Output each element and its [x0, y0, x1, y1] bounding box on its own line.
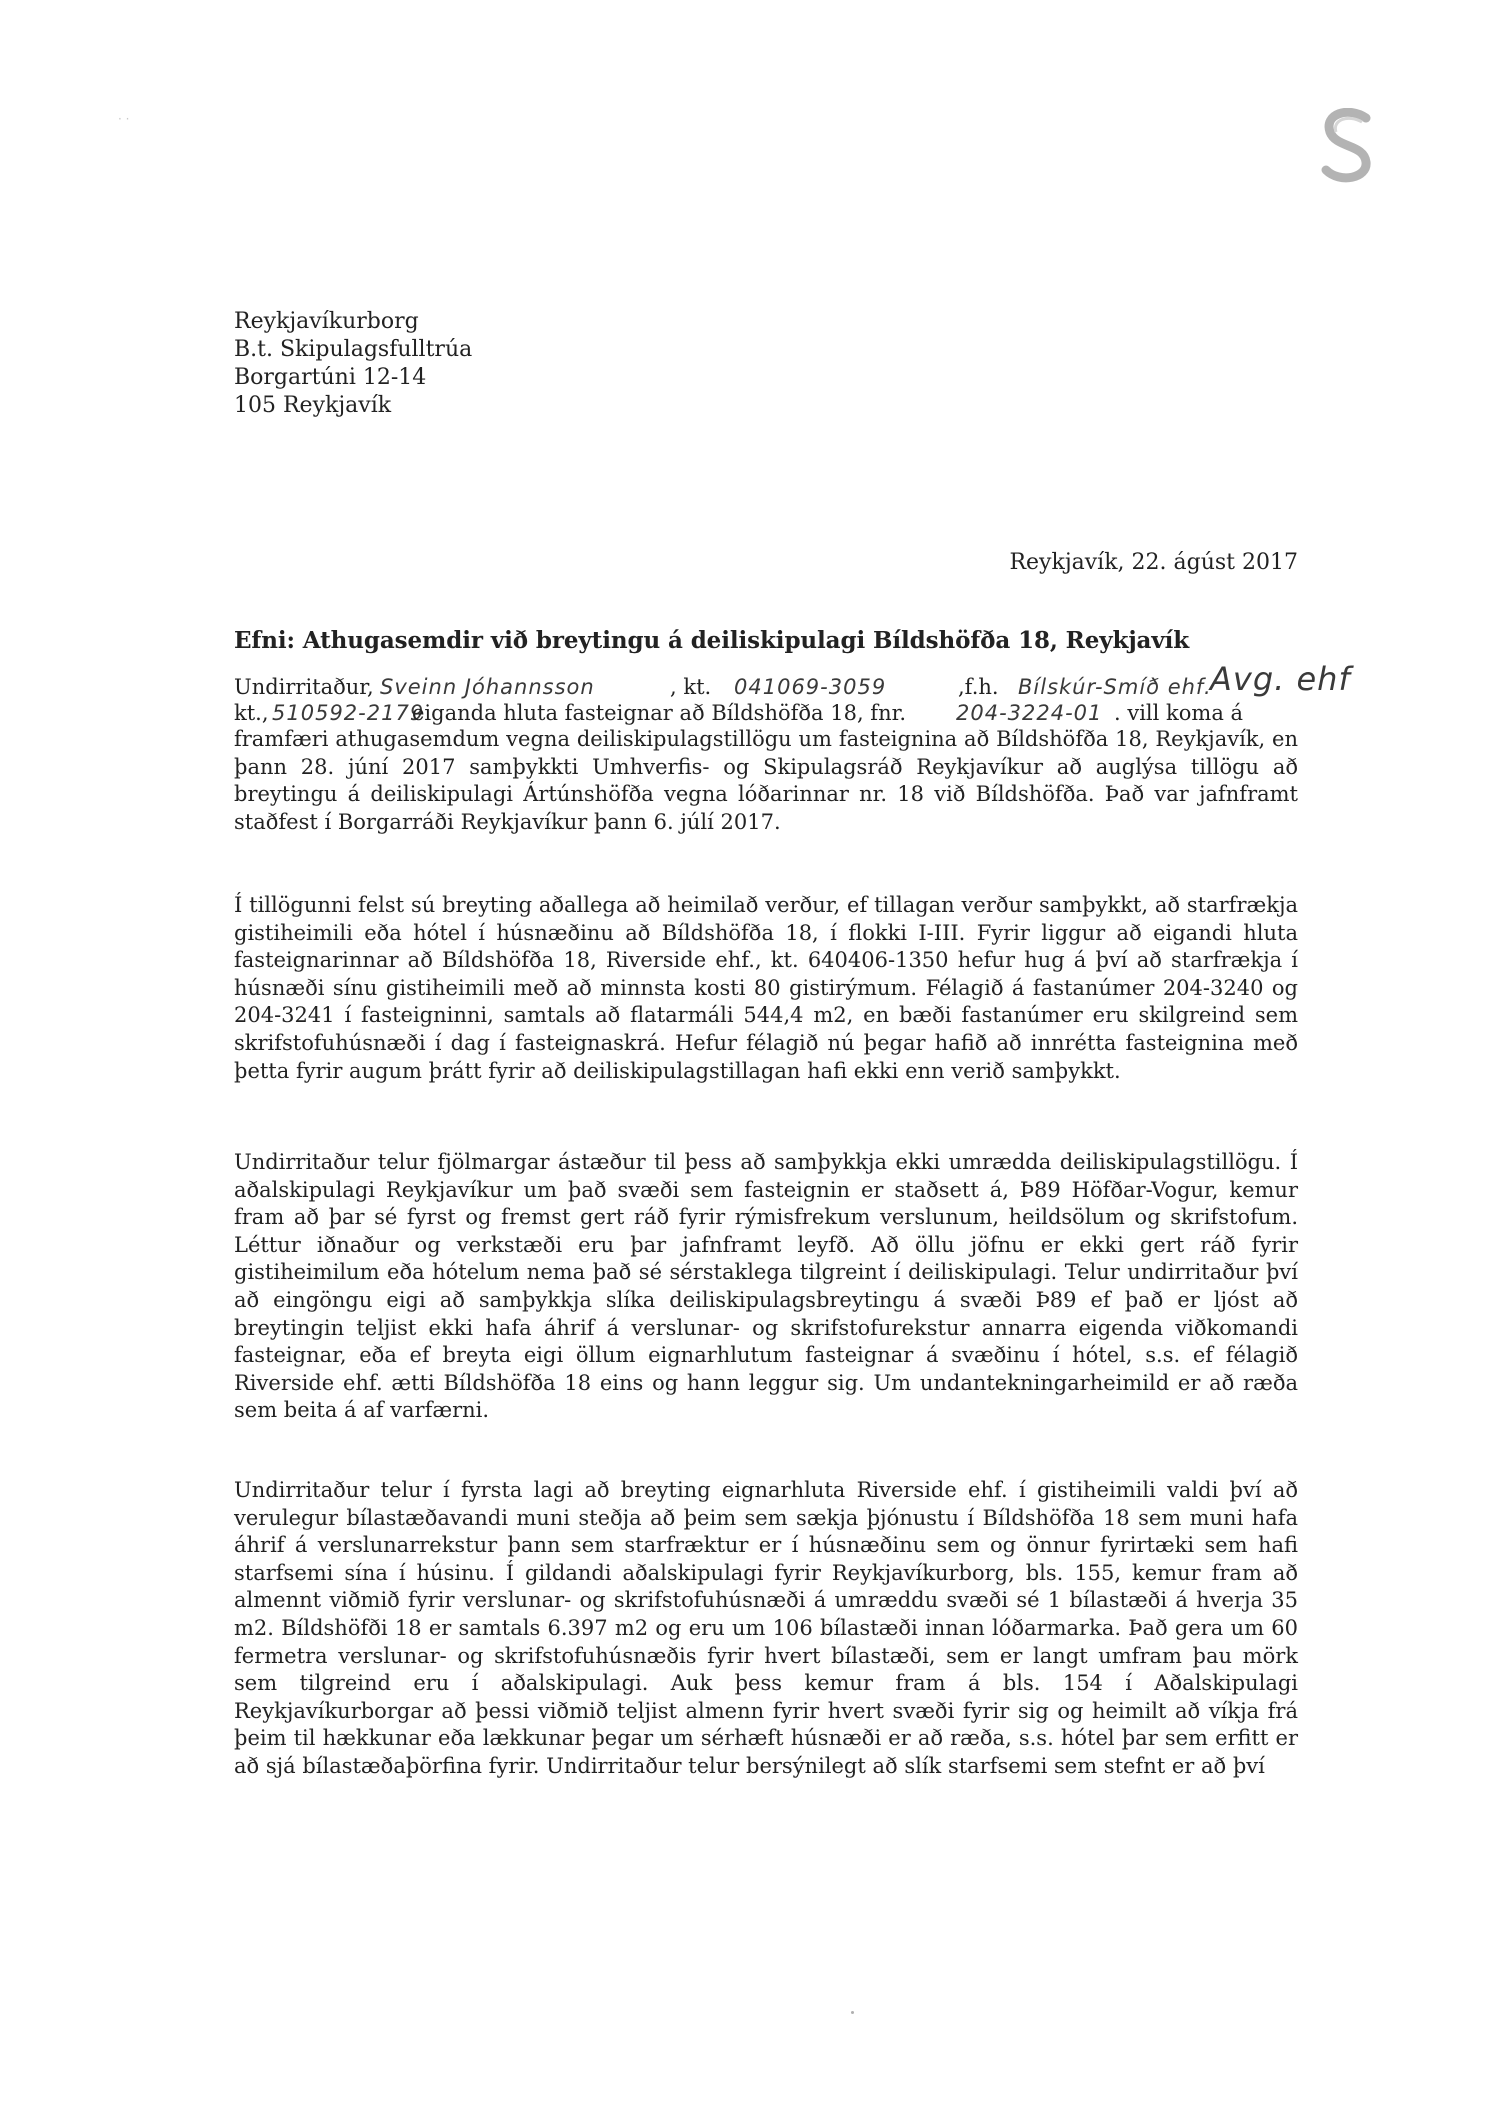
kt2-label: kt.,: [234, 701, 269, 725]
signer-line-1: [234, 660, 1351, 700]
recipient-line: Reykjavíkurborg: [234, 309, 419, 334]
undirritadur-label: Undirritaður,: [234, 675, 374, 699]
scan-speck: · ·: [118, 112, 130, 126]
handwritten-company: Bílskúr-Smíð ehf.: [1018, 675, 1212, 699]
vill-text: . vill koma á: [1114, 701, 1244, 725]
signer-form: [234, 660, 1351, 726]
handwritten-fnr: 204-3224-01: [956, 701, 1103, 725]
letter-date: Reykjavík, 22. ágúst 2017: [1009, 550, 1298, 575]
handwritten-kt: 041069-3059: [734, 675, 887, 699]
kt-label: , kt.: [670, 675, 712, 699]
handwritten-kt2: 510592-2179: [272, 701, 425, 725]
handwritten-signature: Avg. ehf: [1210, 660, 1351, 698]
paragraph-objections: Undirritaður telur fjölmargar ástæður til þess að samþykkja ekki umrædda deiliskipulagstillögu. Í aðalskipulagi Reykjavíkur um það svæði sem fasteignin er staðsett á, Þ89 Höfðar-Vogur, kemur fram að þar sé fyrst og fremst gert ráð fyrir rýmisfrekum verslunum, heildsölum og skrifstofum. Léttur iðnaður og verkstæði eru þar jafnframt leyfð. Að öllu jöfnu er ekki gert ráð fyrir gistiheimilum eða hótelum nema það sé sérstaklega tilgreint í deiliskipulagi. Telur undirritaður því að eingöngu eigi að samþykkja slíka deiliskipulagsbreytingu á svæði Þ89 ef það er ljóst að breytingin teljist ekki hafa áhrif á verslunar- og skrifstofurekstur annarra eigenda viðkomandi fasteignar, eða ef breyta eigi öllum eignarhlutum fasteignar á svæðinu í hótel, s.s. ef félagið Riverside ehf. ætti Bíldshöfða 18 eins og hann leggur sig. Um undantekningarheimild er að ræða sem beita á af varfærni.: [234, 1150, 1298, 1423]
fh-label: ,f.h.: [958, 675, 999, 699]
recipient-address: [234, 308, 472, 420]
recipient-line: Borgartúni 12-14: [234, 365, 427, 390]
recipient-line: 105 Reykjavík: [234, 393, 392, 418]
paragraph-intro: framfæri athugasemdum vegna deiliskipulagstillögu um fasteignina að Bíldshöfða 18, Reykjavík, en þann 28. júní 2017 samþykkti Umhverfis- og Skipulagsráð Reykjavíkur að auglýsa tillögu að breytingu á deiliskipulagi Ártúnshöfða vegna lóðarinnar nr. 18 við Bíldshöfða. Það var jafnframt staðfest í Borgarráði Reykjavíkur þann 6. júlí 2017.: [234, 727, 1298, 834]
signer-line-2: [234, 700, 1314, 726]
handwritten-name: Sveinn Jóhannsson: [380, 675, 595, 699]
subject-line: Efni: Athugasemdir við breytingu á deiliskipulagi Bíldshöfða 18, Reykjavík: [234, 627, 1190, 654]
recipient-line: B.t. Skipulagsfulltrúa: [234, 337, 473, 362]
corner-stamp-icon: [1318, 108, 1378, 184]
eiganda-text: eiganda hluta fasteignar að Bíldshöfða 18, fnr.: [412, 701, 907, 725]
paragraph-proposal: Í tillögunni felst sú breyting aðallega að heimilað verður, ef tillagan verður samþykkt, að starfrækja gistiheimili eða hótel í húsnæðinu að Bíldshöfða 18, í flokki I-III. Fyrir liggur að eigandi hluta fasteignarinnar að Bíldshöfða 18, Riverside ehf., kt. 640406-1350 hefur hug á því að starfrækja í húsnæði sínu gistiheimili með að minnsta kosti 80 gistirýmum. Félagið á fastanúmer 204-3240 og 204-3241 í fasteigninni, samtals að flatarmáli 544,4 m2, en bæði fastanúmer eru skilgreind sem skrifstofuhúsnæði í dag í fasteignaskrá. Hefur félagið nú þegar hafið að innrétta fasteignina með þetta fyrir augum þrátt fyrir að deiliskipulagstillagan hafi ekki enn verið samþykkt.: [234, 893, 1298, 1083]
scan-dot: [851, 2011, 854, 2014]
paragraph-parking: Undirritaður telur í fyrsta lagi að breyting eignarhluta Riverside ehf. í gistiheimili valdi því að verulegur bílastæðavandi muni steðja að þeim sem sækja þjónustu í Bíldshöfða 18 sem muni hafa áhrif á verslunarrekstur þann sem starfræktur er í húsnæðinu sem og önnur fyrirtæki sem hafi starfsemi sína í húsinu. Í gildandi aðalskipulagi fyrir Reykjavíkurborg, bls. 155, kemur fram að almennt viðmið fyrir verslunar- og skrifstofuhúsnæði á umræddu svæði sé 1 bílastæði á hverja 35 m2. Bíldshöfði 18 er samtals 6.397 m2 og eru um 106 bílastæði innan lóðarmarka. Það gera um 60 fermetra verslunar- og skrifstofuhúsnæðis fyrir hvert bílastæði, sem er langt umfram þau mörk sem tilgreind eru í aðalskipulagi. Auk þess kemur fram á bls. 154 í Aðalskipulagi Reykjavíkurborgar að þessi viðmið teljist almenn fyrir hvert svæði fyrir sig og heimilt að víkja frá þeim til hækkunar eða lækkunar þegar um sérhæft húsnæði er að ræða, s.s. hótel þar sem erfitt er að sjá bílastæðaþörfina fyrir. Undirritaður telur bersýnilegt að slík starfsemi sem stefnt er að því: [234, 1478, 1298, 1778]
